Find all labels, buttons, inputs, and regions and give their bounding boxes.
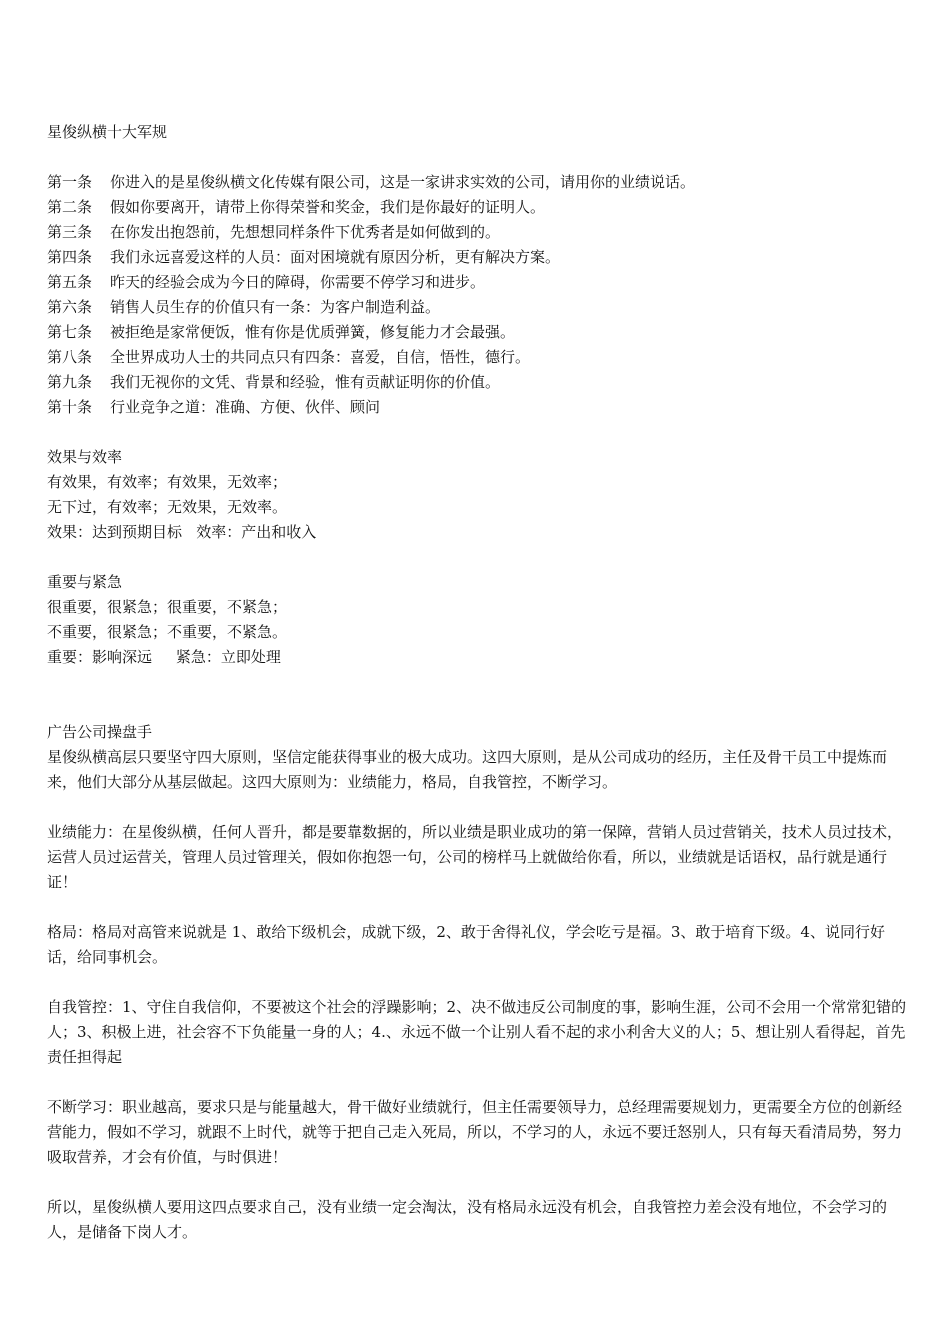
article-text: 我们无视你的文凭、背景和经验，惟有贡献证明你的价值。 bbox=[110, 373, 501, 391]
article-item bbox=[47, 245, 909, 270]
article-number: 第六条 bbox=[47, 298, 93, 316]
article-item bbox=[47, 395, 909, 420]
article-item bbox=[47, 220, 909, 245]
article-item bbox=[47, 195, 909, 220]
learning-paragraph: 不断学习：职业越高，要求只是与能量越大，骨干做好业绩就行，但主任需要领导力，总经理需要规划力，更需要全方位的创新经营能力，假如不学习，就跟不上时代，就等于把自己走入死局，所以，不学习的人，永远不要迁怒别人，只有每天看清局势，努力吸取营养，才会有价值，与时俱进！ bbox=[47, 1098, 903, 1166]
article-item bbox=[47, 345, 909, 370]
article-number: 第四条 bbox=[47, 248, 93, 266]
urgency-section bbox=[47, 570, 909, 670]
article-text: 我们永远喜爱这样的人员：面对困境就有原因分析，更有解决方案。 bbox=[110, 248, 561, 266]
article-number: 第九条 bbox=[47, 373, 93, 391]
section-heading: 重要与紧急 bbox=[47, 573, 123, 591]
urgency-definition: 重要：影响深远 紧急：立即处理 bbox=[47, 648, 281, 666]
article-text: 全世界成功人士的共同点只有四条：喜爱，自信，悟性，德行。 bbox=[110, 348, 531, 366]
article-text: 在你发出抱怨前，先想想同样条件下优秀者是如何做到的。 bbox=[110, 223, 501, 241]
urgency-line: 不重要，很紧急；不重要，不紧急。 bbox=[47, 623, 288, 641]
document-page bbox=[47, 120, 909, 1245]
effect-line: 有效果，有效率；有效果，无效率； bbox=[47, 473, 288, 491]
article-text: 被拒绝是家常便饭，惟有你是优质弹簧，修复能力才会最强。 bbox=[110, 323, 516, 341]
article-number: 第七条 bbox=[47, 323, 93, 341]
article-number: 第八条 bbox=[47, 348, 93, 366]
section-heading: 效果与效率 bbox=[47, 448, 123, 466]
selfcontrol-paragraph: 自我管控：1、守住自我信仰，不要被这个社会的浮躁影响；2、决不做违反公司制度的事，影响生涯，公司不会用一个常常犯错的人；3、积极上进，社会容不下负能量一身的人；4.、永远不做一个让别人看不起的求小利舍大义的人；5、想让别人看得起，首先责任担得起 bbox=[47, 998, 907, 1066]
pattern-paragraph: 格局：格局对高管来说就是 1、敢给下级机会，成就下级，2、敢于舍得礼仪，学会吃亏是福。3、敢于培育下级。4、说同行好话，给同事机会。 bbox=[47, 923, 885, 966]
urgency-line: 很重要，很紧急；很重要，不紧急； bbox=[47, 598, 288, 616]
article-item bbox=[47, 370, 909, 395]
conclusion-paragraph: 所以，星俊纵横人要用这四点要求自己，没有业绩一定会淘汰，没有格局永远没有机会，自我管控力差会没有地位，不会学习的人，是储备下岗人才。 bbox=[47, 1198, 888, 1241]
article-text: 销售人员生存的价值只有一条：为客户制造利益。 bbox=[110, 298, 441, 316]
article-number: 第十条 bbox=[47, 398, 93, 416]
article-number: 第五条 bbox=[47, 273, 93, 291]
intro-paragraph: 星俊纵横高层只要坚守四大原则，坚信定能获得事业的极大成功。这四大原则，是从公司成功的经历，主任及骨干员工中提炼而来，他们大部分从基层做起。这四大原则为：业绩能力，格局，自我管控，不断学习。 bbox=[47, 748, 888, 791]
article-item bbox=[47, 170, 909, 195]
article-number: 第三条 bbox=[47, 223, 93, 241]
performance-paragraph: 业绩能力：在星俊纵横，任何人晋升，都是要靠数据的，所以业绩是职业成功的第一保障，营销人员过营销关，技术人员过技术，运营人员过运营关，管理人员过管理关，假如你抱怨一句，公司的榜样马上就做给你看，所以，业绩就是话语权，品行就是通行证！ bbox=[47, 823, 903, 891]
article-text: 假如你要离开，请带上你得荣誉和奖金，我们是你最好的证明人。 bbox=[110, 198, 546, 216]
article-text: 行业竞争之道：准确、方便、伙伴、顾问 bbox=[110, 398, 381, 416]
article-text: 昨天的经验会成为今日的障碍，你需要不停学习和进步。 bbox=[110, 273, 486, 291]
article-number: 第二条 bbox=[47, 198, 93, 216]
articles-list bbox=[47, 170, 909, 420]
effect-line: 无下过，有效率；无效果，无效率。 bbox=[47, 498, 288, 516]
article-number: 第一条 bbox=[47, 173, 93, 191]
effect-definition: 效果：达到预期目标 效率：产出和收入 bbox=[47, 523, 317, 541]
effect-section bbox=[47, 445, 909, 545]
section-heading: 广告公司操盘手 bbox=[47, 723, 153, 741]
article-item bbox=[47, 320, 909, 345]
document-title: 星俊纵横十大军规 bbox=[47, 123, 168, 141]
ad-section bbox=[47, 720, 909, 1245]
article-item bbox=[47, 270, 909, 295]
article-item bbox=[47, 295, 909, 320]
article-text: 你进入的是星俊纵横文化传媒有限公司，这是一家讲求实效的公司，请用你的业绩说话。 bbox=[110, 173, 696, 191]
